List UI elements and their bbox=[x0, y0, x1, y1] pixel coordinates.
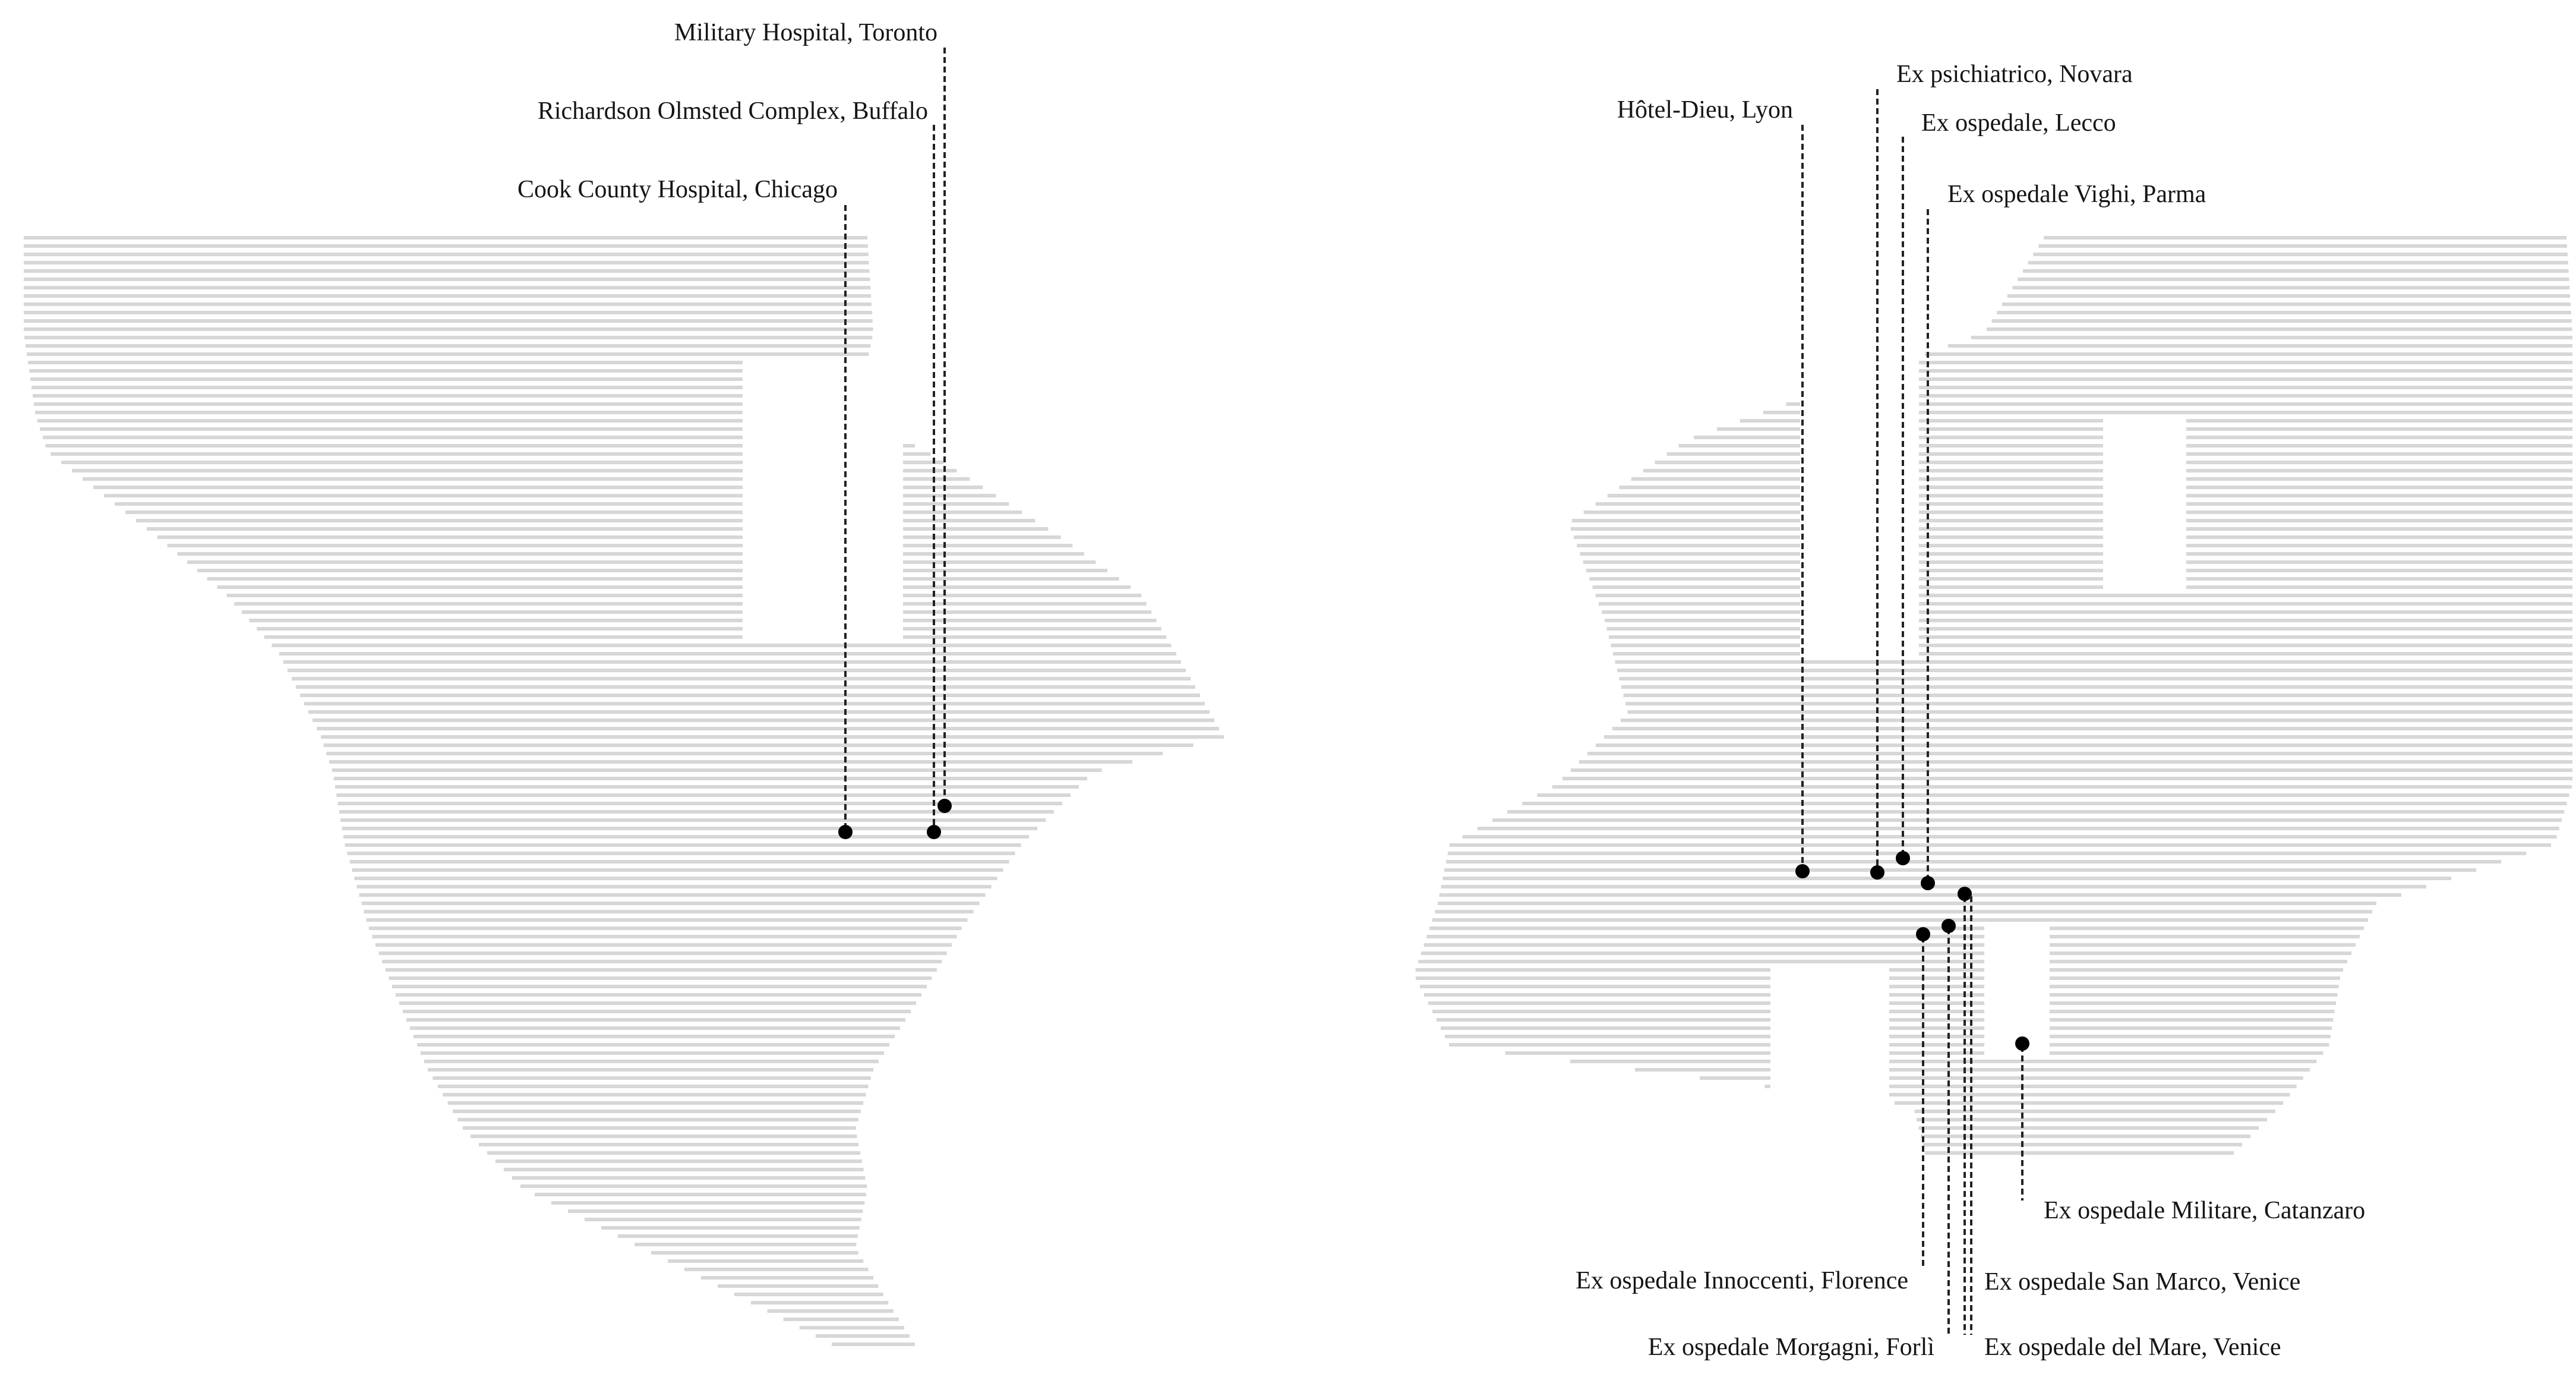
label-forli: Ex ospedale Morgagni, Forlì bbox=[1647, 1334, 1934, 1361]
marker-novara[interactable] bbox=[1870, 865, 1884, 880]
marker-parma[interactable] bbox=[1921, 876, 1935, 890]
marker-lecco[interactable] bbox=[1896, 851, 1910, 865]
europe-land bbox=[1416, 238, 2572, 1153]
marker-venice-sanmarco[interactable] bbox=[1958, 887, 1972, 901]
marker-buffalo[interactable] bbox=[927, 825, 941, 839]
marker-florence[interactable] bbox=[1916, 927, 1930, 941]
marker-forli[interactable] bbox=[1942, 919, 1956, 933]
label-buffalo: Richardson Olmsted Complex, Buffalo bbox=[537, 97, 928, 125]
marker-catanzaro[interactable] bbox=[2015, 1036, 2029, 1051]
label-parma: Ex ospedale Vighi, Parma bbox=[1947, 181, 2206, 208]
label-novara: Ex psichiatrico, Novara bbox=[1896, 61, 2133, 88]
label-lyon: Hôtel-Dieu, Lyon bbox=[1617, 96, 1793, 124]
marker-lyon[interactable] bbox=[1795, 864, 1810, 878]
label-venice-mare: Ex ospedale del Mare, Venice bbox=[1984, 1334, 2281, 1361]
marker-chicago[interactable] bbox=[838, 825, 853, 839]
label-florence: Ex ospedale Innoccenti, Florence bbox=[1576, 1267, 1908, 1294]
label-chicago: Cook County Hospital, Chicago bbox=[517, 176, 838, 203]
label-venice-sanmarco: Ex ospedale San Marco, Venice bbox=[1984, 1268, 2301, 1296]
north-america-land bbox=[24, 238, 1224, 1344]
label-lecco: Ex ospedale, Lecco bbox=[1921, 109, 2116, 137]
marker-toronto[interactable] bbox=[937, 799, 952, 813]
label-catanzaro: Ex ospedale Militare, Catanzaro bbox=[2044, 1197, 2366, 1224]
label-toronto: Military Hospital, Toronto bbox=[674, 19, 937, 46]
